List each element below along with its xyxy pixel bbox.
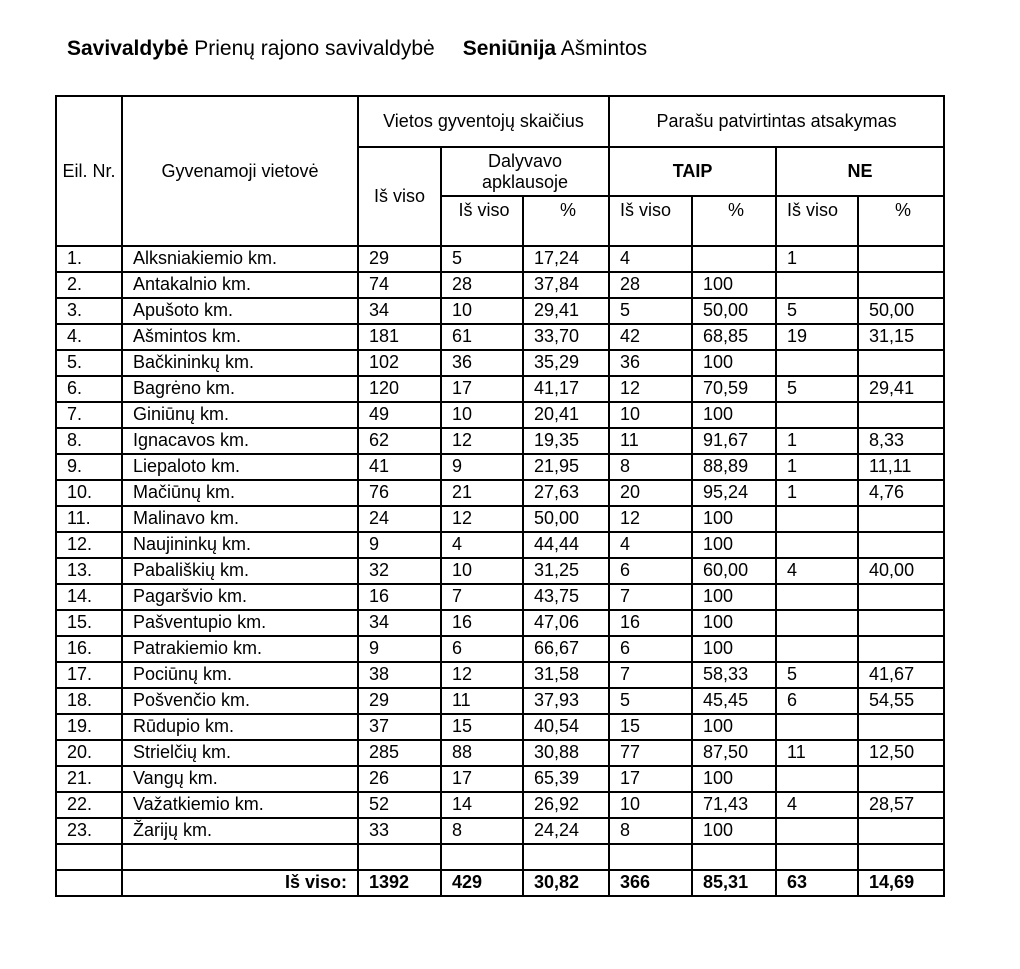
cell-nr: 2. xyxy=(56,272,122,298)
cell-nr: 9. xyxy=(56,454,122,480)
cell-name: Naujininkų km. xyxy=(122,532,358,558)
cell-pop: 29 xyxy=(358,688,441,714)
table-row xyxy=(56,662,944,688)
cell-part-pct: 44,44 xyxy=(523,532,609,558)
cell-no-pct xyxy=(858,272,944,298)
empty-row xyxy=(56,844,944,870)
cell-nr: 12. xyxy=(56,532,122,558)
cell-no: 5 xyxy=(776,662,858,688)
cell-nr: 1. xyxy=(56,246,122,272)
cell-no: 11 xyxy=(776,740,858,766)
cell-nr: 7. xyxy=(56,402,122,428)
totals-label: Iš viso: xyxy=(122,870,358,896)
cell-no-pct xyxy=(858,350,944,376)
col-header-yes-pct: % xyxy=(692,196,776,246)
cell-yes-pct: 100 xyxy=(692,350,776,376)
cell-no xyxy=(776,272,858,298)
cell-pop: 76 xyxy=(358,480,441,506)
cell-no-pct xyxy=(858,818,944,844)
cell-name: Rūdupio km. xyxy=(122,714,358,740)
table-row xyxy=(56,584,944,610)
col-header-no-answer: NE xyxy=(776,147,944,196)
cell-no: 1 xyxy=(776,480,858,506)
cell-pop: 120 xyxy=(358,376,441,402)
cell-part: 10 xyxy=(441,298,523,324)
empty-cell xyxy=(692,844,776,870)
cell-name: Ašmintos km. xyxy=(122,324,358,350)
cell-part: 9 xyxy=(441,454,523,480)
cell-yes-pct xyxy=(692,246,776,272)
eldership-value: Ašmintos xyxy=(560,37,648,60)
cell-yes-pct: 60,00 xyxy=(692,558,776,584)
cell-pop: 41 xyxy=(358,454,441,480)
cell-yes-pct: 100 xyxy=(692,610,776,636)
cell-part: 10 xyxy=(441,558,523,584)
cell-no: 4 xyxy=(776,792,858,818)
cell-pop: 9 xyxy=(358,636,441,662)
table-row xyxy=(56,480,944,506)
cell-no-pct: 50,00 xyxy=(858,298,944,324)
cell-no-pct: 8,33 xyxy=(858,428,944,454)
cell-yes: 8 xyxy=(609,818,692,844)
col-header-part-pct: % xyxy=(523,196,609,246)
totals-yes-pct: 85,31 xyxy=(692,870,776,896)
empty-cell xyxy=(858,844,944,870)
survey-results-table xyxy=(55,95,945,897)
cell-part: 4 xyxy=(441,532,523,558)
cell-yes-pct: 100 xyxy=(692,766,776,792)
cell-part-pct: 37,84 xyxy=(523,272,609,298)
cell-nr: 20. xyxy=(56,740,122,766)
cell-no xyxy=(776,350,858,376)
empty-cell xyxy=(358,844,441,870)
totals-yes: 366 xyxy=(609,870,692,896)
municipality-label: Savivaldybė xyxy=(67,37,189,60)
cell-name: Važatkiemio km. xyxy=(122,792,358,818)
table-row xyxy=(56,298,944,324)
cell-no: 1 xyxy=(776,246,858,272)
cell-yes: 20 xyxy=(609,480,692,506)
cell-no-pct xyxy=(858,766,944,792)
cell-name: Mačiūnų km. xyxy=(122,480,358,506)
cell-part-pct: 17,24 xyxy=(523,246,609,272)
table-row xyxy=(56,506,944,532)
cell-yes: 17 xyxy=(609,766,692,792)
cell-part: 11 xyxy=(441,688,523,714)
cell-no xyxy=(776,610,858,636)
totals-part: 429 xyxy=(441,870,523,896)
cell-yes-pct: 87,50 xyxy=(692,740,776,766)
table-row xyxy=(56,636,944,662)
cell-no-pct xyxy=(858,506,944,532)
cell-yes: 42 xyxy=(609,324,692,350)
cell-part-pct: 43,75 xyxy=(523,584,609,610)
cell-part: 12 xyxy=(441,428,523,454)
cell-name: Pašventupio km. xyxy=(122,610,358,636)
cell-yes-pct: 70,59 xyxy=(692,376,776,402)
cell-nr: 10. xyxy=(56,480,122,506)
cell-part: 36 xyxy=(441,350,523,376)
cell-name: Patrakiemio km. xyxy=(122,636,358,662)
empty-cell xyxy=(56,844,122,870)
cell-yes-pct: 100 xyxy=(692,714,776,740)
col-header-no-pct: % xyxy=(858,196,944,246)
cell-name: Vangų km. xyxy=(122,766,358,792)
cell-pop: 38 xyxy=(358,662,441,688)
cell-name: Liepaloto km. xyxy=(122,454,358,480)
cell-no-pct: 4,76 xyxy=(858,480,944,506)
cell-part: 12 xyxy=(441,662,523,688)
cell-name: Ignacavos km. xyxy=(122,428,358,454)
totals-no: 63 xyxy=(776,870,858,896)
cell-part-pct: 19,35 xyxy=(523,428,609,454)
cell-yes: 10 xyxy=(609,402,692,428)
cell-part-pct: 31,25 xyxy=(523,558,609,584)
cell-yes-pct: 68,85 xyxy=(692,324,776,350)
cell-part: 8 xyxy=(441,818,523,844)
cell-yes-pct: 100 xyxy=(692,818,776,844)
cell-part-pct: 30,88 xyxy=(523,740,609,766)
cell-no xyxy=(776,636,858,662)
cell-name: Bačkininkų km. xyxy=(122,350,358,376)
cell-pop: 34 xyxy=(358,298,441,324)
cell-no-pct: 29,41 xyxy=(858,376,944,402)
cell-pop: 33 xyxy=(358,818,441,844)
cell-yes: 28 xyxy=(609,272,692,298)
cell-pop: 49 xyxy=(358,402,441,428)
cell-yes-pct: 50,00 xyxy=(692,298,776,324)
cell-part-pct: 37,93 xyxy=(523,688,609,714)
cell-part-pct: 50,00 xyxy=(523,506,609,532)
cell-name: Antakalnio km. xyxy=(122,272,358,298)
cell-nr: 18. xyxy=(56,688,122,714)
cell-name: Pagaršvio km. xyxy=(122,584,358,610)
cell-yes-pct: 71,43 xyxy=(692,792,776,818)
cell-no: 19 xyxy=(776,324,858,350)
cell-name: Alksniakiemio km. xyxy=(122,246,358,272)
cell-no-pct: 31,15 xyxy=(858,324,944,350)
cell-nr: 19. xyxy=(56,714,122,740)
cell-yes-pct: 58,33 xyxy=(692,662,776,688)
cell-part: 15 xyxy=(441,714,523,740)
cell-yes-pct: 100 xyxy=(692,584,776,610)
cell-no-pct: 28,57 xyxy=(858,792,944,818)
cell-part: 14 xyxy=(441,792,523,818)
cell-part-pct: 40,54 xyxy=(523,714,609,740)
col-header-total: Iš viso xyxy=(358,147,441,246)
cell-yes: 15 xyxy=(609,714,692,740)
cell-nr: 4. xyxy=(56,324,122,350)
cell-name: Strielčių km. xyxy=(122,740,358,766)
col-header-settlement: Gyvenamoji vietovė xyxy=(122,96,358,246)
cell-yes: 12 xyxy=(609,506,692,532)
cell-name: Pociūnų km. xyxy=(122,662,358,688)
table-row xyxy=(56,740,944,766)
table-row xyxy=(56,714,944,740)
cell-part-pct: 27,63 xyxy=(523,480,609,506)
cell-part-pct: 66,67 xyxy=(523,636,609,662)
cell-name: Apušoto km. xyxy=(122,298,358,324)
cell-yes: 4 xyxy=(609,532,692,558)
cell-no xyxy=(776,402,858,428)
cell-yes: 7 xyxy=(609,584,692,610)
cell-yes: 11 xyxy=(609,428,692,454)
cell-yes-pct: 45,45 xyxy=(692,688,776,714)
totals-blank-cell xyxy=(56,870,122,896)
cell-yes-pct: 100 xyxy=(692,402,776,428)
cell-yes: 6 xyxy=(609,636,692,662)
col-header-no: Eil. Nr. xyxy=(56,96,122,246)
empty-cell xyxy=(609,844,692,870)
cell-pop: 34 xyxy=(358,610,441,636)
cell-nr: 3. xyxy=(56,298,122,324)
cell-yes-pct: 100 xyxy=(692,636,776,662)
table-row xyxy=(56,246,944,272)
cell-nr: 21. xyxy=(56,766,122,792)
cell-pop: 181 xyxy=(358,324,441,350)
cell-no-pct xyxy=(858,636,944,662)
col-header-yes-total: Iš viso xyxy=(609,196,692,246)
cell-pop: 52 xyxy=(358,792,441,818)
cell-part: 61 xyxy=(441,324,523,350)
col-header-answer: Parašu patvirtintas atsakymas xyxy=(609,96,944,147)
cell-yes-pct: 95,24 xyxy=(692,480,776,506)
cell-yes: 4 xyxy=(609,246,692,272)
cell-no: 6 xyxy=(776,688,858,714)
empty-cell xyxy=(776,844,858,870)
cell-no-pct: 11,11 xyxy=(858,454,944,480)
table-row xyxy=(56,428,944,454)
cell-part-pct: 31,58 xyxy=(523,662,609,688)
cell-no: 1 xyxy=(776,428,858,454)
table-row xyxy=(56,532,944,558)
cell-pop: 16 xyxy=(358,584,441,610)
cell-no-pct xyxy=(858,610,944,636)
cell-nr: 22. xyxy=(56,792,122,818)
table-row xyxy=(56,818,944,844)
cell-no-pct xyxy=(858,714,944,740)
cell-yes-pct: 100 xyxy=(692,272,776,298)
cell-no-pct: 40,00 xyxy=(858,558,944,584)
cell-part-pct: 35,29 xyxy=(523,350,609,376)
table-row xyxy=(56,792,944,818)
cell-part: 10 xyxy=(441,402,523,428)
cell-part: 12 xyxy=(441,506,523,532)
cell-yes-pct: 100 xyxy=(692,506,776,532)
cell-part-pct: 65,39 xyxy=(523,766,609,792)
cell-yes: 77 xyxy=(609,740,692,766)
cell-no: 4 xyxy=(776,558,858,584)
cell-part-pct: 47,06 xyxy=(523,610,609,636)
cell-name: Žarijų km. xyxy=(122,818,358,844)
cell-no xyxy=(776,766,858,792)
cell-part-pct: 29,41 xyxy=(523,298,609,324)
table-row xyxy=(56,558,944,584)
cell-nr: 6. xyxy=(56,376,122,402)
table-row xyxy=(56,610,944,636)
table-body xyxy=(56,246,944,896)
cell-part-pct: 20,41 xyxy=(523,402,609,428)
table-row xyxy=(56,688,944,714)
col-header-yes: TAIP xyxy=(609,147,776,196)
cell-pop: 32 xyxy=(358,558,441,584)
table-row xyxy=(56,402,944,428)
cell-yes: 16 xyxy=(609,610,692,636)
cell-yes-pct: 88,89 xyxy=(692,454,776,480)
cell-part: 17 xyxy=(441,376,523,402)
cell-name: Pabališkių km. xyxy=(122,558,358,584)
cell-name: Giniūnų km. xyxy=(122,402,358,428)
cell-nr: 8. xyxy=(56,428,122,454)
cell-nr: 15. xyxy=(56,610,122,636)
empty-cell xyxy=(122,844,358,870)
cell-yes: 10 xyxy=(609,792,692,818)
cell-part: 17 xyxy=(441,766,523,792)
cell-part-pct: 21,95 xyxy=(523,454,609,480)
cell-pop: 74 xyxy=(358,272,441,298)
table-row xyxy=(56,272,944,298)
cell-no: 5 xyxy=(776,298,858,324)
cell-part-pct: 26,92 xyxy=(523,792,609,818)
cell-yes: 5 xyxy=(609,298,692,324)
eldership-label: Seniūnija xyxy=(462,37,557,60)
empty-cell xyxy=(441,844,523,870)
cell-no xyxy=(776,532,858,558)
cell-nr: 14. xyxy=(56,584,122,610)
table-row xyxy=(56,350,944,376)
cell-pop: 102 xyxy=(358,350,441,376)
cell-pop: 29 xyxy=(358,246,441,272)
table-row xyxy=(56,376,944,402)
cell-no-pct xyxy=(858,532,944,558)
cell-nr: 5. xyxy=(56,350,122,376)
col-header-no-total: Iš viso xyxy=(776,196,858,246)
table-row xyxy=(56,766,944,792)
cell-pop: 26 xyxy=(358,766,441,792)
cell-pop: 285 xyxy=(358,740,441,766)
col-header-part-total: Iš viso xyxy=(441,196,523,246)
cell-no-pct xyxy=(858,402,944,428)
cell-no: 1 xyxy=(776,454,858,480)
cell-part: 7 xyxy=(441,584,523,610)
cell-yes-pct: 100 xyxy=(692,532,776,558)
cell-no xyxy=(776,714,858,740)
table-row xyxy=(56,454,944,480)
cell-no xyxy=(776,506,858,532)
cell-part: 88 xyxy=(441,740,523,766)
municipality-value: Prienų rajono savivaldybė xyxy=(194,37,435,60)
cell-yes: 36 xyxy=(609,350,692,376)
cell-no xyxy=(776,818,858,844)
totals-row xyxy=(56,870,944,896)
cell-nr: 17. xyxy=(56,662,122,688)
table-row xyxy=(56,324,944,350)
cell-part: 5 xyxy=(441,246,523,272)
col-header-population: Vietos gyventojų skaičius xyxy=(358,96,609,147)
cell-no-pct: 54,55 xyxy=(858,688,944,714)
cell-name: Pošvenčio km. xyxy=(122,688,358,714)
cell-no-pct xyxy=(858,584,944,610)
cell-name: Bagrėno km. xyxy=(122,376,358,402)
totals-part-pct: 30,82 xyxy=(523,870,609,896)
cell-no-pct xyxy=(858,246,944,272)
cell-pop: 9 xyxy=(358,532,441,558)
cell-part-pct: 33,70 xyxy=(523,324,609,350)
cell-part-pct: 41,17 xyxy=(523,376,609,402)
cell-pop: 37 xyxy=(358,714,441,740)
cell-yes: 12 xyxy=(609,376,692,402)
cell-yes: 8 xyxy=(609,454,692,480)
cell-part: 21 xyxy=(441,480,523,506)
cell-part: 28 xyxy=(441,272,523,298)
cell-yes-pct: 91,67 xyxy=(692,428,776,454)
cell-no-pct: 12,50 xyxy=(858,740,944,766)
cell-nr: 23. xyxy=(56,818,122,844)
cell-nr: 13. xyxy=(56,558,122,584)
cell-part: 16 xyxy=(441,610,523,636)
cell-part: 6 xyxy=(441,636,523,662)
cell-no xyxy=(776,584,858,610)
cell-name: Malinavo km. xyxy=(122,506,358,532)
cell-pop: 24 xyxy=(358,506,441,532)
cell-part-pct: 24,24 xyxy=(523,818,609,844)
cell-no: 5 xyxy=(776,376,858,402)
cell-yes: 7 xyxy=(609,662,692,688)
cell-no-pct: 41,67 xyxy=(858,662,944,688)
totals-no-pct: 14,69 xyxy=(858,870,944,896)
cell-nr: 16. xyxy=(56,636,122,662)
cell-pop: 62 xyxy=(358,428,441,454)
cell-yes: 6 xyxy=(609,558,692,584)
document-heading xyxy=(67,37,647,61)
cell-nr: 11. xyxy=(56,506,122,532)
cell-yes: 5 xyxy=(609,688,692,714)
empty-cell xyxy=(523,844,609,870)
totals-pop: 1392 xyxy=(358,870,441,896)
col-header-participated: Dalyvavo apklausoje xyxy=(441,147,609,196)
